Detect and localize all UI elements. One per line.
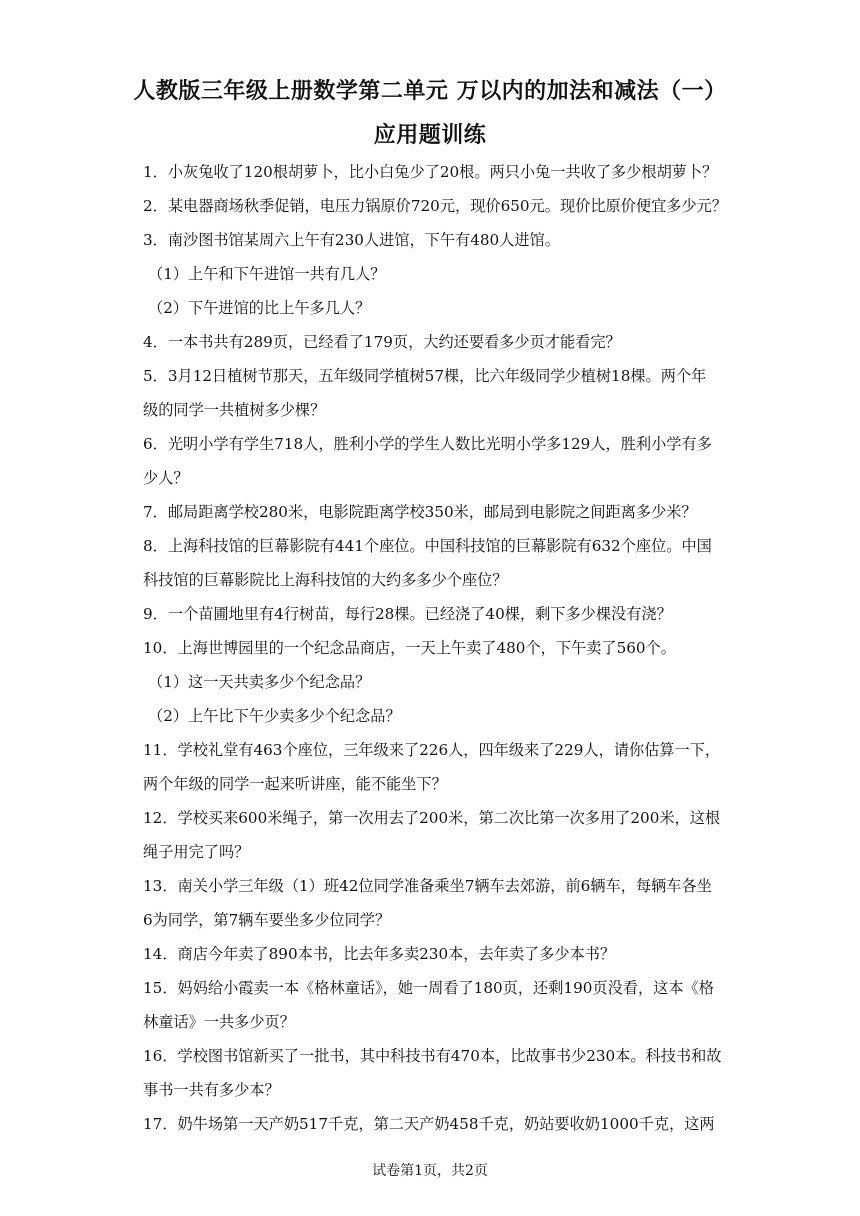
question-line: 11．学校礼堂有463个座位，三年级来了226人，四年级来了229人，请你估算一下，: [143, 741, 721, 759]
question-line: 2．某电器商场秋季促销，电压力锅原价720元，现价650元。现价比原价便宜多少元？: [143, 197, 728, 215]
question-line: 13．南关小学三年级（1）班42位同学准备乘坐7辆车去郊游，前6辆车，每辆车各坐: [143, 877, 712, 895]
question-line: （2）上午比下午少卖多少个纪念品？: [148, 707, 401, 725]
page-footer: 试卷第1页，共2页: [372, 1163, 488, 1179]
question-line: （1）上午和下午进馆一共有几人？: [148, 265, 386, 283]
page-subtitle: 应用题训练: [373, 123, 487, 148]
question-line: 林童话》一共多少页？: [143, 1013, 295, 1031]
question-line: 15．妈妈给小霞卖一本《格林童话》，她一周看了180页，还剩190页没看，这本《格: [143, 979, 714, 997]
question-line: 绳子用完了吗？: [143, 843, 250, 861]
page-title: 人教版三年级上册数学第二单元 万以内的加法和减法（一）: [133, 79, 727, 104]
question-line: 少人？: [143, 469, 189, 487]
question-line: （2）下午进馆的比上午多几人？: [148, 299, 371, 317]
question-line: 两个年级的同学一起来听讲座，能不能坐下？: [143, 775, 447, 793]
question-line: 12．学校买来600米绳子，第一次用去了200米，第二次比第一次多用了200米，这根: [143, 809, 721, 827]
question-line: 6．光明小学有学生718人，胜利小学的学生人数比光明小学多129人，胜利小学有多: [143, 435, 712, 453]
question-line: 6为同学，第7辆车要坐多少位同学？: [143, 911, 391, 929]
question-line: 10．上海世博园里的一个纪念品商店，一天上午卖了480个，下午卖了560个。: [143, 639, 676, 657]
question-line: 事书一共有多少本？: [143, 1081, 280, 1099]
question-line: 3．南沙图书馆某周六上午有230人进馆，下午有480人进馆。: [143, 231, 560, 249]
question-line: （1）这一天共卖多少个纪念品？: [148, 673, 371, 691]
question-line: 4．一本书共有289页，已经看了179页，大约还要看多少页才能看完？: [143, 333, 621, 351]
question-line: 科技馆的巨幕影院比上海科技馆的大约多多少个座位？: [143, 571, 508, 589]
question-line: 16．学校图书馆新买了一批书，其中科技书有470本，比故事书少230本。科技书和故: [143, 1047, 722, 1065]
question-line: 8．上海科技馆的巨幕影院有441个座位。中国科技馆的巨幕影院有632个座位。中国: [143, 537, 712, 555]
question-line: 级的同学一共植树多少棵？: [143, 401, 326, 419]
question-line: 9．一个苗圃地里有4行树苗，每行28棵。已经浇了40棵，剩下多少棵没有浇？: [143, 605, 672, 623]
question-line: 1．小灰兔收了120根胡萝卜，比小白兔少了20根。两只小兔一共收了多少根胡萝卜？: [143, 163, 718, 181]
question-line: 14．商店今年卖了890本书，比去年多卖230本，去年卖了多少本书？: [143, 945, 616, 963]
question-line: 7．邮局距离学校280米，电影院距离学校350米，邮局到电影院之间距离多少米？: [143, 503, 697, 521]
question-line: 17．奶牛场第一天产奶517千克，第二天产奶458千克，奶站要收奶1000千克，这两: [143, 1115, 715, 1133]
question-line: 5．3月12日植树节那天，五年级同学植树57棵，比六年级同学少植树18棵。两个年: [143, 367, 707, 385]
